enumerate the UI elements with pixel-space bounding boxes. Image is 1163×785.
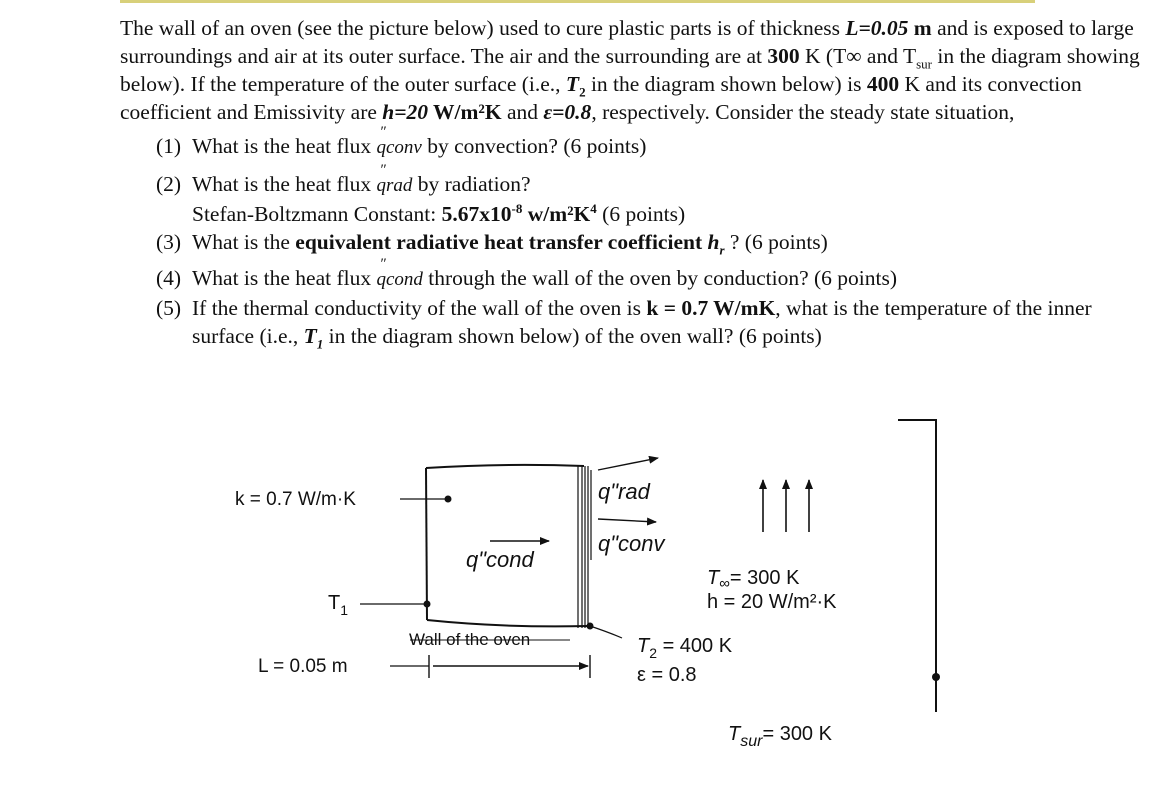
wall-top-edge (426, 465, 584, 468)
question-text: What is the heat flux (192, 266, 377, 290)
stefan-boltzmann-unit-exponent: 4 (590, 200, 597, 216)
tsur-value: = 300 K (762, 723, 832, 745)
q-subscript: conv (385, 137, 422, 158)
t2-leader (590, 626, 622, 638)
t1-label (328, 592, 348, 618)
q-subscript: rad (385, 175, 413, 196)
emissivity-label: ε = 0.8 (637, 664, 697, 686)
qconv-sub: conv (618, 531, 665, 556)
t2-symbol: T (565, 72, 580, 96)
q-letter: q (376, 137, 386, 158)
q-subscript: cond (385, 269, 423, 290)
question-number: (4) (156, 266, 182, 290)
thickness-value: L=0.05 (845, 16, 909, 40)
thickness-unit: m (908, 16, 932, 40)
ambient-temp-label (707, 567, 800, 592)
intro-text-1: The wall of an oven (see the picture below) used to cure plastic parts is of thickness (120, 16, 846, 40)
wall-label: Wall of the oven (409, 630, 531, 649)
question-text: by convection? (6 points) (421, 134, 647, 158)
intro-text-2: and is exposed to large surroundings and air at its outer surface. The air and the surrounding are at (120, 16, 1134, 68)
intro-text-5: in the diagram showing below). If the temperature of the outer surface (i.e., (120, 44, 1140, 96)
intro-text-6: in the diagram shown below) is (585, 72, 867, 96)
t2-sub: 2 (649, 645, 658, 661)
t2-subscript: 2 (579, 84, 586, 100)
intro-text-9: , respectively. Consider the steady state situation, (591, 100, 1015, 124)
intro-text-3: K (T (799, 44, 847, 68)
wall-right-hatching (578, 466, 591, 628)
qconv-arrow (598, 519, 656, 522)
question-points: (6 points) (596, 202, 686, 226)
question-text: What is the (192, 230, 296, 254)
question-text: in the diagram shown below) of the oven wall? (6 points) (323, 324, 822, 348)
tsur-letter: T (728, 723, 741, 745)
emissivity-value: ε=0.8 (543, 100, 592, 124)
convection-coef-label: h = 20 W/m²·K (707, 591, 837, 613)
question-text: What is the heat flux (192, 134, 377, 158)
question-number: (1) (156, 134, 182, 158)
question-text: If the thermal conductivity of the wall of the oven is (192, 296, 647, 320)
t1-symbol: T (303, 324, 317, 348)
stefan-boltzmann-unit: w/m²K (522, 202, 591, 226)
question-text: What is the heat flux (192, 172, 377, 196)
surroundings-dot (932, 673, 940, 681)
wall-left-edge (426, 468, 427, 620)
qconv-label (598, 531, 667, 556)
surface-temp-label (637, 635, 733, 661)
question-bold-text: equivalent radiative heat transfer coefficient (295, 230, 708, 254)
t1-dot (424, 601, 431, 608)
qcond-sub: cond (486, 547, 534, 572)
qrad-sub: rad (618, 479, 650, 504)
qcond-label (466, 547, 535, 572)
question-text: through the wall of the oven by conduction? (6 points) (422, 266, 898, 290)
stefan-boltzmann-label: Stefan-Boltzmann Constant: (192, 202, 442, 226)
hr-symbol: h (707, 230, 720, 254)
wall-bottom-edge (427, 620, 588, 626)
question-text: by radiation? (412, 172, 531, 196)
question-number: (5) (156, 296, 182, 320)
intro-text-4: and T (861, 44, 917, 68)
surroundings-boundary (898, 420, 936, 712)
t2-letter: T (637, 635, 650, 657)
t1-subscript: 1 (316, 336, 324, 352)
t2-dot (587, 623, 594, 630)
qcond-main: q" (466, 547, 487, 572)
thickness-label: L = 0.05 m (258, 656, 348, 677)
qrad-main: q" (598, 479, 619, 504)
hr-subscript: r (719, 242, 725, 258)
t1-letter: T (328, 592, 341, 614)
tinf-letter: T (707, 567, 720, 589)
surface-temp-value: 400 (866, 72, 900, 96)
q-letter: q (376, 175, 386, 196)
sur-subscript: sur (916, 56, 932, 72)
stefan-boltzmann-value: 5.67x10 (441, 202, 512, 226)
intro-text-7: K and its convection coefficient and Emissivity are (120, 72, 1082, 124)
infinity-symbol: ∞ (846, 44, 862, 68)
t1-sub: 1 (340, 602, 349, 618)
ambient-temp-value: 300 (767, 44, 800, 68)
q-letter: q (376, 269, 386, 290)
question-number: (2) (156, 172, 182, 196)
tinf-sub: ∞ (719, 575, 730, 592)
convection-coef-unit: W/m²K (428, 100, 502, 124)
question-text: , what is the temperature of the inner surface (i.e., (192, 296, 1092, 348)
conductivity-dot (445, 496, 452, 503)
surroundings-temp-label (728, 723, 833, 750)
stefan-boltzmann-exponent: -8 (511, 200, 523, 216)
question-number: (3) (156, 230, 182, 254)
tinf-value: = 300 K (729, 567, 800, 589)
convection-coef-value: h=20 (382, 100, 429, 124)
intro-text-8: and (501, 100, 544, 124)
conductivity-value: k = 0.7 W/mK (646, 296, 776, 320)
qconv-main: q" (598, 531, 619, 556)
question-text: ? (6 points) (724, 230, 828, 254)
tsur-sub: sur (740, 733, 763, 750)
qrad-arrow (598, 458, 658, 470)
qrad-label (598, 479, 651, 504)
t2-value: = 400 K (657, 635, 733, 657)
conductivity-label: k = 0.7 W/m·K (235, 489, 356, 510)
